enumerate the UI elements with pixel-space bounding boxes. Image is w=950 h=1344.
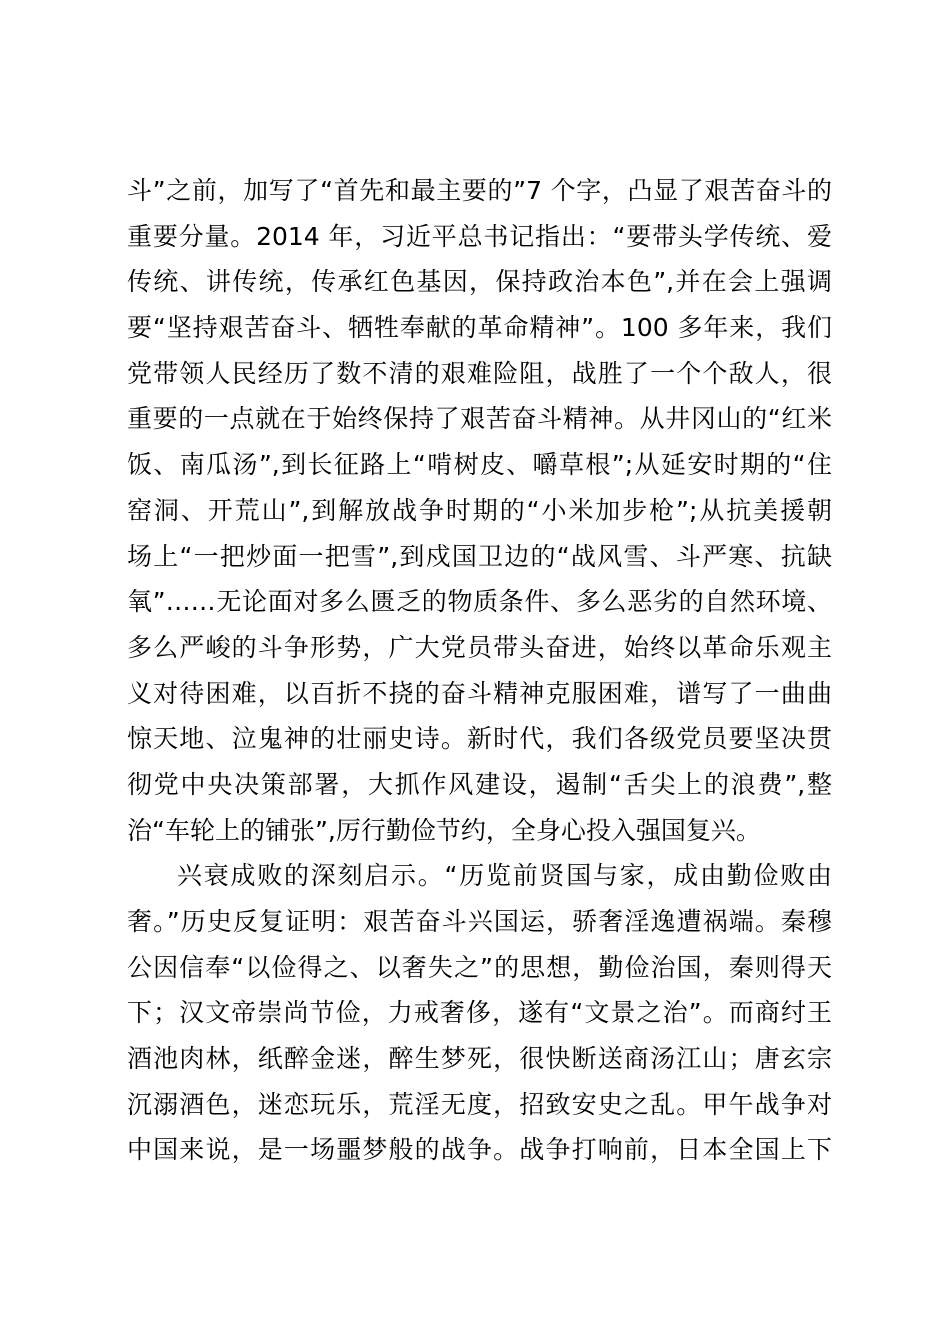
paragraph-end-line: 治“车轮上的铺张”,厉行勤俭节约，全身心投入强国复兴。	[127, 815, 761, 845]
text-line: 中国来说，是一场噩梦般的战争。战争打响前，日本全国上下	[127, 1135, 832, 1165]
text-line: 斗”之前，加写了“首先和最主要的”7 个字，凸显了艰苦奋斗的	[127, 176, 832, 205]
text-line: 酒池肉林，纸醉金迷，醉生梦死，很快断送商汤江山；唐玄宗	[127, 1044, 832, 1074]
text-line: 奢。”历史反复证明：艰苦奋斗兴国运，骄奢淫逸遭祸端。秦穆	[127, 907, 832, 936]
text-line: 氧”……无论面对多么匮乏的物质条件、多么恶劣的自然环境、	[127, 587, 832, 617]
text-line: 窑洞、开荒山”,到解放战争时期的“小米加步枪”;从抗美援朝	[127, 495, 832, 525]
body-text	[127, 168, 832, 1173]
text-line: 沉溺酒色，迷恋玩乐，荒淫无度，招致安史之乱。甲午战争对	[127, 1089, 832, 1119]
text-line: 彻党中央决策部署，大抓作风建设，遏制“舌尖上的浪费”,整	[127, 769, 832, 799]
text-line: 要“坚持艰苦奋斗、牺牲奉献的革命精神”。100 多年来，我们	[127, 313, 832, 343]
text-line: 党带领人民经历了数不清的艰难险阻，战胜了一个个敌人，很	[127, 358, 832, 388]
text-line: 重要的一点就在于始终保持了艰苦奋斗精神。从井冈山的“红米	[127, 404, 832, 434]
text-line: 下；汉文帝崇尚节俭，力戒奢侈，遂有“文景之治”。而商纣王	[127, 998, 832, 1028]
text-line: 惊天地、泣鬼神的壮丽史诗。新时代，我们各级党员要坚决贯	[127, 724, 832, 754]
text-line: 义对待困难，以百折不挠的奋斗精神克服困难，谱写了一曲曲	[127, 678, 832, 708]
text-line: 公因信奉“以俭得之、以奢失之”的思想，勤俭治国，秦则得天	[127, 952, 832, 982]
text-line: 多么严峻的斗争形势，广大党员带头奋进，始终以革命乐观主	[127, 632, 832, 662]
text-line: 重要分量。2014 年，习近平总书记指出：“要带头学传统、爱	[127, 221, 832, 251]
text-line: 场上“一把炒面一把雪”,到戍国卫边的“战风雪、斗严寒、抗缺	[127, 541, 832, 571]
paragraph-start-line: 兴衰成败的深刻启示。“历览前贤国与家，成由勤俭败由	[177, 861, 832, 891]
text-line: 传统、讲传统，传承红色基因，保持政治本色”,并在会上强调	[127, 267, 832, 297]
text-line: 饭、南瓜汤”,到长征路上“啃树皮、嚼草根”;从延安时期的“住	[127, 450, 832, 480]
